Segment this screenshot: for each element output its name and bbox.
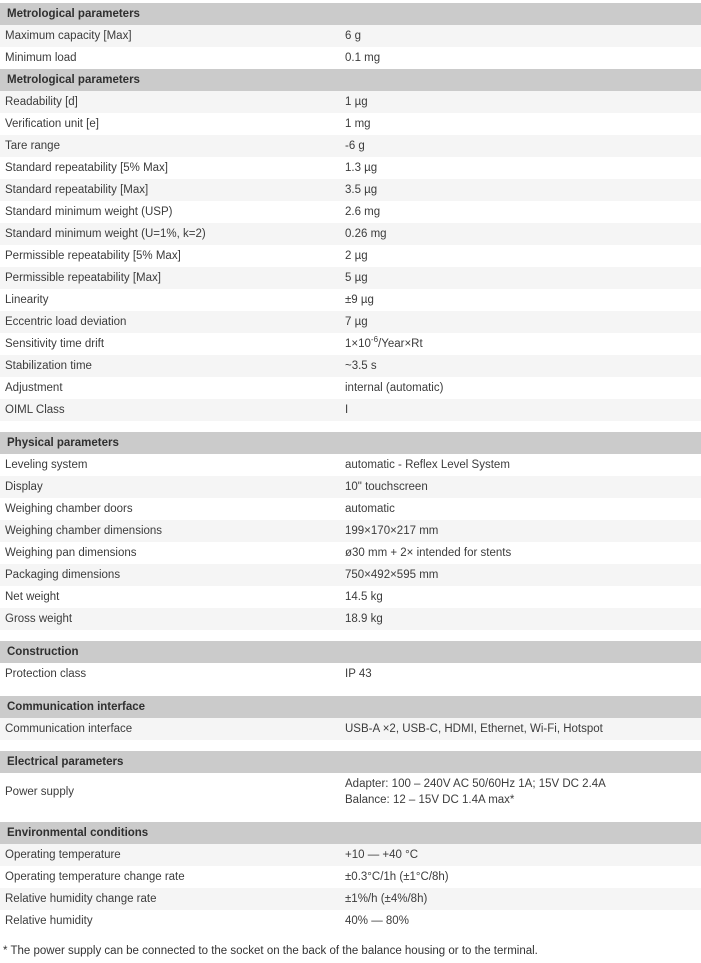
spec-value: 3.5 µg bbox=[345, 184, 378, 196]
spec-row bbox=[0, 520, 701, 542]
footnote: * The power supply can be connected to the socket on the back of the balance housing or to the terminal. bbox=[3, 945, 538, 957]
spec-value: 5 µg bbox=[345, 272, 368, 284]
spec-label: Minimum load bbox=[5, 52, 77, 64]
spec-row bbox=[0, 267, 701, 289]
spec-value: +10 — +40 °C bbox=[345, 849, 419, 861]
spec-value: Adapter: 100 – 240V AC 50/60Hz 1A; 15V DC 2.4A Balance: 12 – 15V DC 1.4A max* bbox=[345, 778, 606, 806]
section-gap bbox=[0, 811, 701, 822]
spec-row bbox=[0, 542, 701, 564]
section-gap bbox=[0, 685, 701, 696]
spec-label: OIML Class bbox=[5, 404, 65, 416]
section-header: Communication interface bbox=[0, 696, 701, 718]
spec-row bbox=[0, 25, 701, 47]
spec-label: Display bbox=[5, 481, 43, 493]
spec-row bbox=[0, 476, 701, 498]
spec-value: automatic bbox=[345, 503, 395, 515]
spec-row bbox=[0, 289, 701, 311]
spec-value: -6 g bbox=[345, 140, 365, 152]
section-header: Electrical parameters bbox=[0, 751, 701, 773]
spec-label: Linearity bbox=[5, 294, 49, 306]
spec-value: 2 µg bbox=[345, 250, 368, 262]
spec-value: internal (automatic) bbox=[345, 382, 444, 394]
spec-value: ±0.3°C/1h (±1°C/8h) bbox=[345, 871, 449, 883]
spec-row bbox=[0, 399, 701, 421]
spec-row bbox=[0, 844, 701, 866]
spec-label: Eccentric load deviation bbox=[5, 316, 127, 328]
spec-row bbox=[0, 355, 701, 377]
spec-label: Tare range bbox=[5, 140, 60, 152]
spec-row bbox=[0, 223, 701, 245]
spec-label: Weighing pan dimensions bbox=[5, 547, 137, 559]
spec-label: Protection class bbox=[5, 668, 87, 680]
spec-value: 1.3 µg bbox=[345, 162, 378, 174]
spec-label: Communication interface bbox=[5, 723, 133, 735]
spec-row bbox=[0, 201, 701, 223]
spec-row bbox=[0, 113, 701, 135]
spec-value: ±1%/h (±4%/8h) bbox=[345, 893, 428, 905]
section-header: Construction bbox=[0, 641, 701, 663]
spec-row bbox=[0, 773, 701, 811]
spec-value: $1\times 10^{-6}/Year\times Rt$ bbox=[345, 335, 423, 350]
spec-row bbox=[0, 888, 701, 910]
spec-label: Stabilization time bbox=[5, 360, 92, 372]
spec-value: 199×170×217 mm bbox=[345, 525, 439, 537]
spec-row bbox=[0, 498, 701, 520]
spec-value: 14.5 kg bbox=[345, 591, 383, 603]
section-gap bbox=[0, 421, 701, 432]
spec-value: 1 mg bbox=[345, 118, 371, 130]
spec-label: Operating temperature bbox=[5, 849, 121, 861]
spec-label: Operating temperature change rate bbox=[5, 871, 185, 883]
section-gap bbox=[0, 740, 701, 751]
spec-row bbox=[0, 910, 701, 932]
spec-row bbox=[0, 608, 701, 630]
spec-value: I bbox=[345, 404, 349, 416]
section-gap bbox=[0, 630, 701, 641]
spec-row bbox=[0, 333, 701, 355]
spec-value: 7 µg bbox=[345, 316, 368, 328]
spec-label: Weighing chamber dimensions bbox=[5, 525, 163, 537]
section-header: Physical parameters bbox=[0, 432, 701, 454]
section-header: Metrological parameters bbox=[0, 69, 701, 91]
spec-value: automatic - Reflex Level System bbox=[345, 459, 510, 471]
spec-row bbox=[0, 866, 701, 888]
spec-value: 18.9 kg bbox=[345, 613, 383, 625]
spec-row bbox=[0, 157, 701, 179]
spec-label: Standard repeatability [5% Max] bbox=[5, 162, 169, 174]
spec-value: 0.1 mg bbox=[345, 52, 381, 64]
spec-label: Leveling system bbox=[5, 459, 88, 471]
spec-label: Power supply bbox=[5, 786, 75, 798]
spec-row bbox=[0, 586, 701, 608]
spec-label: Standard minimum weight (U=1%, k=2) bbox=[5, 228, 206, 240]
spec-row bbox=[0, 245, 701, 267]
spec-label: Permissible repeatability [Max] bbox=[5, 272, 161, 284]
spec-value: 1 µg bbox=[345, 96, 368, 108]
spec-value: 0.26 mg bbox=[345, 228, 387, 240]
spec-value: ±9 µg bbox=[345, 294, 374, 306]
spec-row bbox=[0, 663, 701, 685]
spec-row bbox=[0, 311, 701, 333]
spec-label: Adjustment bbox=[5, 382, 63, 394]
spec-row bbox=[0, 91, 701, 113]
spec-label: Maximum capacity [Max] bbox=[5, 30, 132, 42]
spec-label: Packaging dimensions bbox=[5, 569, 121, 581]
spec-row bbox=[0, 718, 701, 740]
spec-label: Standard repeatability [Max] bbox=[5, 184, 149, 196]
spec-label: Weighing chamber doors bbox=[5, 503, 133, 515]
spec-label: Relative humidity bbox=[5, 915, 93, 927]
spec-label: Permissible repeatability [5% Max] bbox=[5, 250, 181, 262]
spec-label: Readability [d] bbox=[5, 96, 78, 108]
spec-row bbox=[0, 564, 701, 586]
spec-value: 6 g bbox=[345, 30, 361, 42]
spec-label: Verification unit [e] bbox=[5, 118, 99, 130]
spec-row bbox=[0, 454, 701, 476]
spec-row bbox=[0, 47, 701, 69]
spec-value: ~3.5 s bbox=[345, 360, 377, 372]
spec-value: USB-A ×2, USB-C, HDMI, Ethernet, Wi-Fi, Hotspot bbox=[345, 723, 603, 735]
spec-row bbox=[0, 135, 701, 157]
spec-value: 40% — 80% bbox=[345, 915, 409, 927]
spec-label: Gross weight bbox=[5, 613, 73, 625]
spec-label: Net weight bbox=[5, 591, 60, 603]
spec-value: ø30 mm + 2× intended for stents bbox=[345, 547, 512, 559]
spec-value: 2.6 mg bbox=[345, 206, 381, 218]
spec-label: Standard minimum weight (USP) bbox=[5, 206, 173, 218]
spec-value: 750×492×595 mm bbox=[345, 569, 439, 581]
section-header: Environmental conditions bbox=[0, 822, 701, 844]
section-header: Metrological parameters bbox=[0, 3, 701, 25]
spec-label: Sensitivity time drift bbox=[5, 338, 105, 350]
spec-value: IP 43 bbox=[345, 668, 372, 680]
spec-row bbox=[0, 377, 701, 399]
spec-label: Relative humidity change rate bbox=[5, 893, 157, 905]
spec-row bbox=[0, 179, 701, 201]
spec-value: 10" touchscreen bbox=[345, 481, 428, 493]
